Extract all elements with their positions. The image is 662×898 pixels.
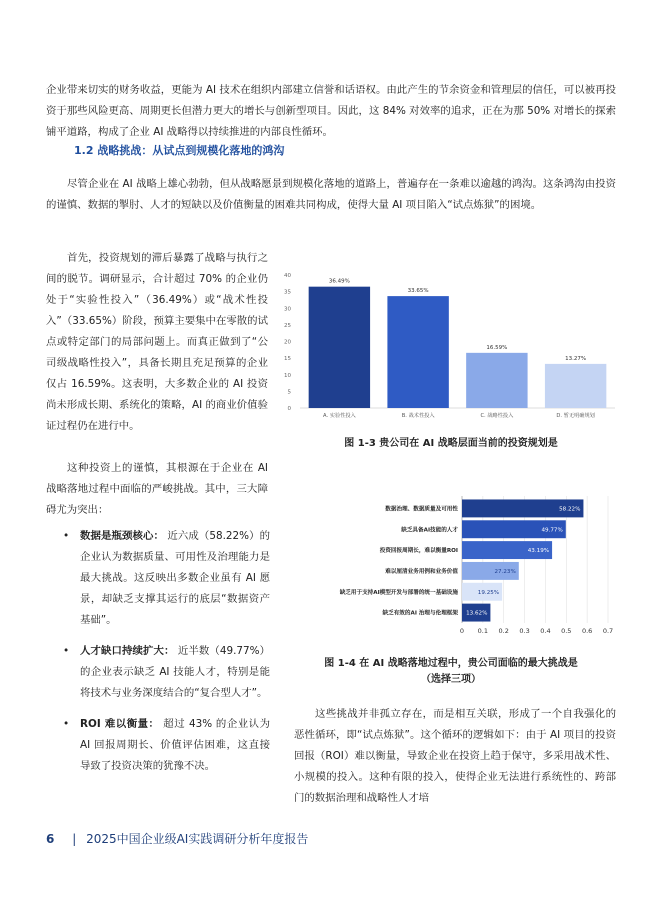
- y-tick-label: 15: [284, 356, 291, 363]
- barrier-list: [60, 526, 270, 787]
- bar: [545, 364, 606, 408]
- bullet-dot: •: [63, 530, 70, 542]
- category-label: D. 暂无明确规划: [556, 413, 595, 419]
- chart-challenges-caption-line2: （选择三项）: [421, 674, 481, 685]
- data-label: 49.77%: [541, 527, 563, 534]
- bar: [387, 296, 448, 408]
- page-footer: [46, 830, 308, 847]
- data-label: 43.19%: [527, 548, 550, 555]
- data-label: 16.59%: [486, 344, 508, 351]
- category-label: 缺乏有效的AI 治理与伦理框架: [382, 610, 458, 617]
- category-label: 缺乏用于支持AI模型开发与部署的统一基础设施: [339, 589, 458, 596]
- barrier-item: [60, 641, 270, 704]
- paragraph-investment: 首先，投资规划的滞后暴露了战略与执行之间的脱节。调研显示，合计超过 70% 的企业仍处于“实验性投入”（36.49%）或“战术性投入”（33.65%）阶段，预算主要集中在零散的试点或特定部门的局部问题上。而真正做到了“公司级战略性投入”，具备长期且充足预算的企业仅占 16.59%。这表明，大多数企业的 AI 投资尚未形成长期、系统化的策略，AI 的商业价值验证过程仍在进行中。: [46, 252, 268, 432]
- x-tick-label: 0.2: [498, 627, 509, 635]
- y-tick-label: 30: [284, 306, 291, 313]
- category-label: C. 战略性投入: [480, 413, 514, 419]
- barrier-text: 超过 43% 的企业认为 AI 回报周期长、价值评估困难，这直接导致了投资决策的犹豫不决。: [80, 718, 270, 772]
- barrier-title: 数据是瓶颈核心：: [80, 530, 164, 542]
- x-tick-label: 0.3: [519, 627, 530, 635]
- paragraph-intro: 企业带来切实的财务收益，更能为 AI 技术在组织内部建立信誉和话语权。由此产生的节余资金和管理层的信任，可以被再投资于那些风险更高、周期更长但潜力更大的增长与创新型项目。因此，这 84% 对效率的追求，正在为那 50% 对增长的探索铺平道路，构成了企业 AI 战略得以持续推进的内部良性循环。: [46, 84, 616, 138]
- y-tick-label: 10: [284, 372, 291, 379]
- x-tick-label: 0.7: [602, 627, 614, 635]
- chart-investment-plan: [280, 265, 620, 430]
- chart-investment-caption: 图 1-3 贵公司在 AI 战略层面当前的投资规划是: [344, 438, 558, 449]
- category-label: A. 实验性投入: [323, 413, 356, 419]
- category-label: 难以厘清业务用例和业务价值: [385, 568, 458, 575]
- paragraph-barriers: 这种投资上的谨慎，其根源在于企业在 AI 战略落地过程中面临的严峻挑战。其中，三大障碍尤为突出：: [46, 462, 268, 516]
- x-tick-label: 0.6: [581, 627, 593, 635]
- data-label: 13.62%: [466, 610, 488, 617]
- x-tick-label: 0: [459, 627, 465, 635]
- bar: [309, 287, 370, 408]
- chart-challenges-caption: [286, 656, 616, 688]
- data-label: 27.23%: [494, 568, 516, 575]
- y-tick-label: 5: [287, 389, 291, 396]
- category-label: 投资回报周期长，难以衡量ROI: [379, 548, 458, 555]
- chart-challenges: [290, 490, 620, 640]
- report-title: 2025中国企业级AI实践调研分析年度报告: [86, 832, 309, 846]
- barrier-title: 人才缺口持续扩大：: [80, 645, 175, 657]
- data-label: 19.25%: [477, 589, 500, 596]
- data-label: 58.22%: [559, 506, 581, 513]
- barrier-item: [60, 714, 270, 777]
- barrier-item: [60, 526, 270, 631]
- bar: [466, 353, 527, 408]
- category-label: B. 战术性投入: [401, 413, 435, 419]
- bullet-dot: •: [63, 718, 70, 730]
- x-tick-label: 0.4: [540, 627, 551, 635]
- y-tick-label: 25: [284, 322, 291, 329]
- y-tick-label: 20: [284, 339, 291, 346]
- paragraph-cycle: 这些挑战并非孤立存在，而是相互关联，形成了一个自我强化的恶性循环，即“试点炼狱”。这个循环的逻辑如下：由于 AI 项目的投资回报（ROI）难以衡量，导致企业在投资上趋于保守，多采用战术性、小规模的投入。这种有限的投入，使得企业无法进行系统性的、跨部门的数据治理和战略性人才培: [294, 708, 616, 804]
- data-label: 33.65%: [407, 288, 429, 295]
- data-label: 13.27%: [565, 355, 587, 362]
- y-tick-label: 40: [284, 273, 291, 279]
- y-tick-label: 0: [287, 406, 291, 412]
- category-label: 数据治理、数据质量及可用性: [385, 506, 458, 513]
- data-label: 36.49%: [328, 278, 350, 285]
- bullet-dot: •: [63, 645, 70, 657]
- page-number: 6: [46, 832, 55, 846]
- y-tick-label: 35: [284, 289, 291, 296]
- category-label: 缺乏具备AI技能的人才: [401, 527, 458, 534]
- barrier-text: 近半数（49.77%）的企业表示缺乏 AI 技能人才，特别是能将技术与业务深度结合的“复合型人才”。: [80, 645, 271, 699]
- footer-separator: |: [72, 832, 77, 846]
- x-tick-label: 0.1: [477, 627, 489, 635]
- x-tick-label: 0.5: [561, 627, 572, 635]
- barrier-title: ROI 难以衡量：: [80, 718, 160, 730]
- barrier-text: 近六成（58.22%）的企业认为数据质量、可用性及治理能力是最大挑战。这反映出多数企业虽有 AI 愿景，却缺乏支撑其运行的底层“数据资产基础”。: [80, 530, 271, 626]
- chart-challenges-caption-line1: 图 1-4 在 AI 战略落地过程中，贵公司面临的最大挑战是: [324, 658, 578, 669]
- paragraph-gap: 尽管企业在 AI 战略上雄心勃勃，但从战略愿景到规模化落地的道路上，普遍存在一条难以逾越的鸿沟。这条鸿沟由投资的谨慎、数据的掣肘、人才的短缺以及价值衡量的困难共同构成，使得大量 AI 项目陷入“试点炼狱”的困境。: [46, 178, 616, 211]
- section-heading: 1.2 战略挑战：从试点到规模化落地的鸿沟: [74, 144, 285, 157]
